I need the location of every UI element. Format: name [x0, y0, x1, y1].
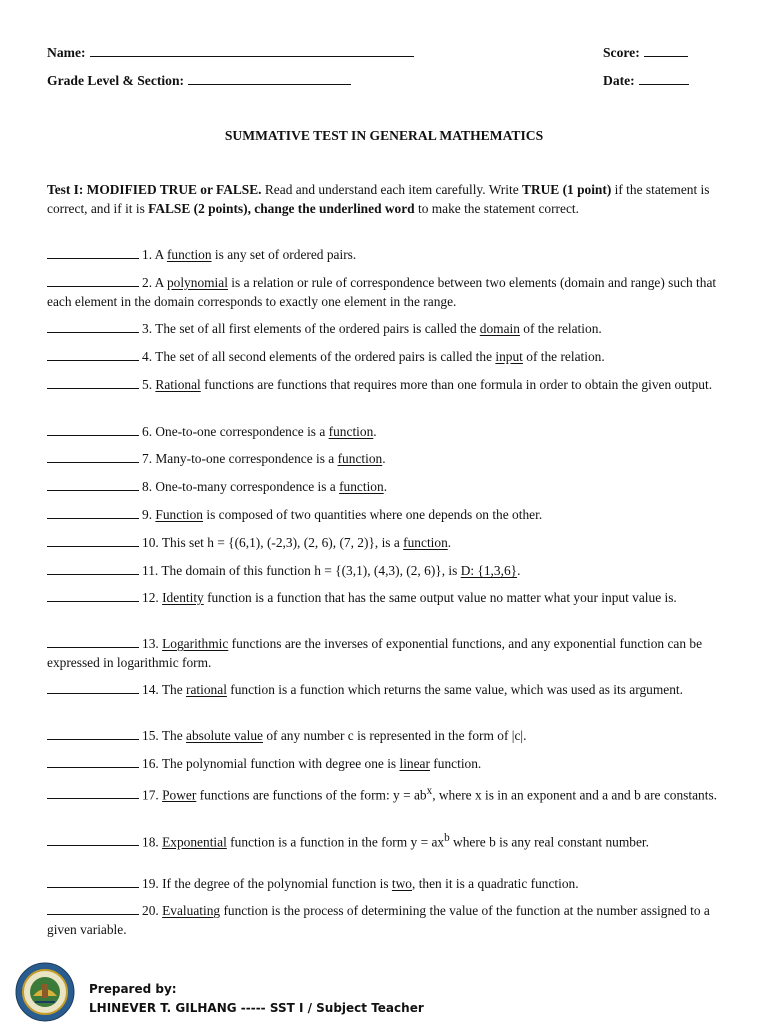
- page-title: SUMMATIVE TEST IN GENERAL MATHEMATICS: [224, 128, 544, 143]
- answer-blank[interactable]: [47, 875, 139, 888]
- answer-blank[interactable]: [47, 635, 139, 648]
- name-label: Name:: [47, 45, 86, 60]
- question-13: 13. Logarithmic functions are the inverses of exponential functions, and any exponential function can be expressed in logarithmic form.: [47, 636, 703, 670]
- answer-blank[interactable]: [47, 246, 139, 259]
- grade-row: [47, 72, 351, 89]
- score-row: [603, 44, 688, 61]
- question-15: 15. The absolute value of any number c is represented in the form of |c|.: [47, 727, 723, 746]
- answer-blank[interactable]: [47, 902, 139, 915]
- question-6: 6. One-to-one correspondence is a function.: [47, 423, 723, 442]
- date-row: [603, 72, 689, 89]
- question-12: 12. Identity function is a function that has the same output value no matter what your input value is.: [47, 589, 723, 608]
- answer-blank[interactable]: [47, 348, 139, 361]
- question-1: 1. A function is any set of ordered pairs.: [47, 246, 723, 265]
- question-8: 8. One-to-many correspondence is a function.: [47, 478, 723, 497]
- answer-blank[interactable]: [47, 786, 139, 799]
- question-3: 3. The set of all first elements of the ordered pairs is called the domain of the relation.: [47, 320, 723, 339]
- prepared-by: [89, 980, 424, 1018]
- question-11: 11. The domain of this function h = {(3,1), (4,3), (2, 6)}, is D: {1,3,6}.: [47, 562, 723, 581]
- instructions: Test I: MODIFIED TRUE or FALSE. Read and understand each item carefully. Write TRUE (1 point) if the statement is correct, and if it is FALSE (2 points), change the underlined word to make the statement correct.: [47, 182, 710, 216]
- answer-blank[interactable]: [47, 727, 139, 740]
- date-label: Date:: [603, 73, 635, 88]
- answer-blank[interactable]: [47, 755, 139, 768]
- question-20: 20. Evaluating function is the process of determining the value of the function at the number assigned to a given variable.: [47, 903, 710, 937]
- question-18: 18. Exponential function is a function in the form $y = ax^b$ where b is any real constant number.: [47, 829, 723, 852]
- answer-blank[interactable]: [47, 562, 139, 575]
- grade-label: Grade Level & Section:: [47, 73, 185, 88]
- answer-blank[interactable]: [47, 320, 139, 333]
- school-seal-icon: [15, 962, 75, 1022]
- answer-blank[interactable]: [47, 478, 139, 491]
- teacher-name: LHINEVER T. GILHANG ----- SST I / Subject Teacher: [89, 1001, 424, 1015]
- question-19: 19. If the degree of the polynomial function is two, then it is a quadratic function.: [47, 875, 723, 894]
- question-10: 10. This set h = {(6,1), (-2,3), (2, 6), (7, 2)}, is a function.: [47, 534, 723, 553]
- question-17: 17. Power functions are functions of the form: $y = ab^x$, where x is in an exponent and a and b are constants.: [47, 782, 723, 805]
- answer-blank[interactable]: [47, 681, 139, 694]
- answer-blank[interactable]: [47, 376, 139, 389]
- test-label: Test I: MODIFIED TRUE or FALSE.: [47, 182, 262, 197]
- answer-blank[interactable]: [47, 450, 139, 463]
- question-2: 2. A polynomial is a relation or rule of correspondence between two elements (domain and range) such that each element in the domain corresponds to exactly one element in the range.: [47, 275, 717, 309]
- question-9: 9. Function is composed of two quantities where one depends on the other.: [47, 506, 723, 525]
- answer-blank[interactable]: [47, 833, 139, 846]
- prepared-by-label: Prepared by:: [89, 982, 177, 996]
- question-7: 7. Many-to-one correspondence is a function.: [47, 450, 723, 469]
- answer-blank[interactable]: [47, 534, 139, 547]
- question-4: 4. The set of all second elements of the ordered pairs is called the input of the relation.: [47, 348, 723, 367]
- name-field[interactable]: [90, 44, 414, 57]
- answer-blank[interactable]: [47, 423, 139, 436]
- grade-field[interactable]: [188, 72, 351, 85]
- score-field[interactable]: [644, 44, 688, 57]
- question-5: 5. Rational functions are functions that requires more than one formula in order to obtain the given output.: [47, 376, 723, 395]
- score-label: Score:: [603, 45, 640, 60]
- answer-blank[interactable]: [47, 274, 139, 287]
- answer-blank[interactable]: [47, 589, 139, 602]
- question-16: 16. The polynomial function with degree one is linear function.: [47, 755, 723, 774]
- question-14: 14. The rational function is a function which returns the same value, which was used as its argument.: [47, 681, 723, 700]
- name-row: [47, 44, 414, 61]
- date-field[interactable]: [639, 72, 689, 85]
- footer: [15, 962, 755, 1022]
- answer-blank[interactable]: [47, 506, 139, 519]
